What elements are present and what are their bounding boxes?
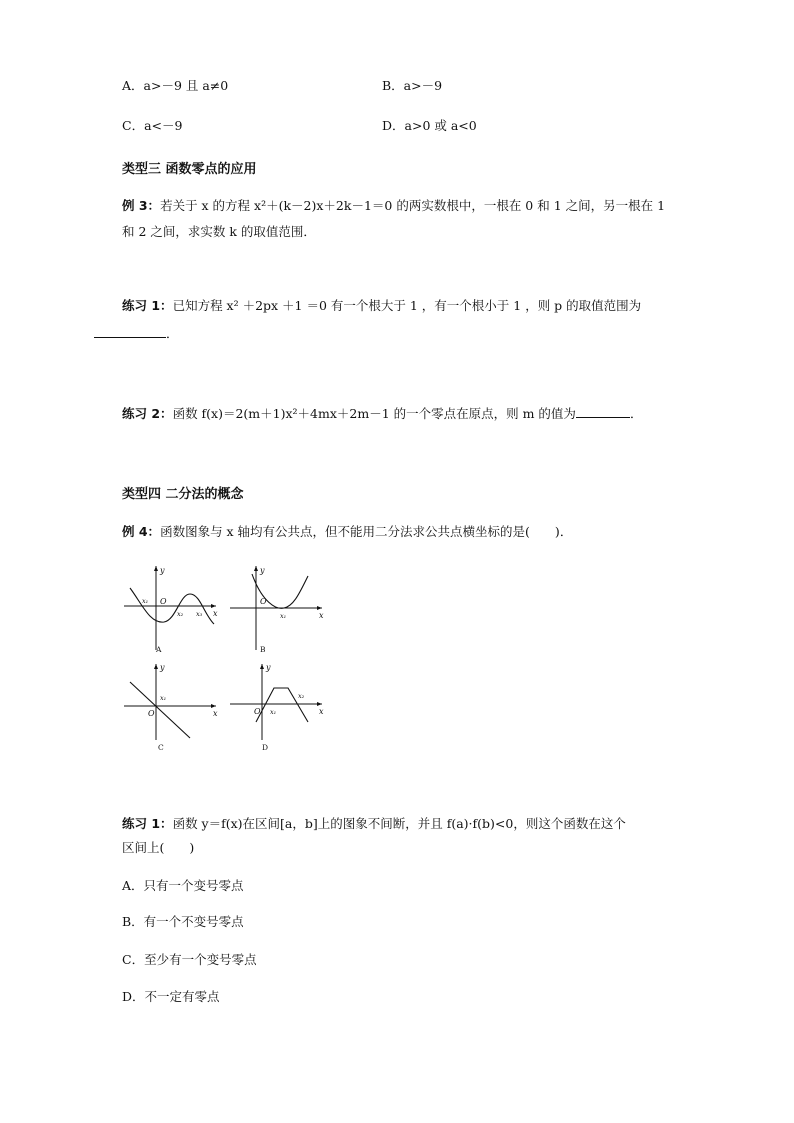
graph-a-x2: x₂ <box>177 610 184 618</box>
practice1-line1 <box>122 298 641 314</box>
option-a: A．a>－9 且 a≠0 <box>122 78 229 93</box>
example3-line1 <box>122 198 665 214</box>
s4-practice1-line2: 区间上( ) <box>122 840 195 855</box>
practice1-end: ． <box>166 326 179 341</box>
example4-text: 函数图象与 x 轴均有公共点，但不能用二分法求公共点横坐标的是( )． <box>160 524 573 539</box>
s4-option-d: D．不一定有零点 <box>122 989 220 1004</box>
graph-c-x1: x₁ <box>160 694 167 702</box>
graph-c <box>120 660 220 752</box>
graph-a-x3: x₃ <box>196 610 203 618</box>
answer-blank[interactable] <box>94 327 166 338</box>
example4-label: 例 4： <box>122 524 161 539</box>
practice1-label: 练习 1： <box>122 298 173 313</box>
s4-practice1-text1: 函数 y＝f(x)在区间[a，b]上的图象不间断，并且 f(a)·f(b)<0，则这个函数在这个 <box>172 816 626 831</box>
option-c: C．a<－9 <box>122 118 183 133</box>
example3-line2: 和 2 之间，求实数 k 的取值范围． <box>122 224 316 239</box>
graph-a-y: y <box>160 566 165 575</box>
section4-title: 类型四 二分法的概念 <box>122 487 244 502</box>
option-b: B．a>－9 <box>382 78 443 93</box>
graph-b <box>226 562 326 658</box>
graph-c-label: C <box>158 743 164 752</box>
graph-b-y: y <box>260 566 265 575</box>
graph-b-x1: x₁ <box>280 612 287 620</box>
graph-b-x: x <box>319 611 324 620</box>
example3-label: 例 3： <box>122 198 161 213</box>
section3-title: 类型三 函数零点的应用 <box>122 162 257 177</box>
s4-practice1-line1 <box>122 816 626 832</box>
graph-a-x: x <box>213 609 218 618</box>
graph-a-label: A <box>156 645 162 654</box>
graph-c-origin: O <box>148 709 155 718</box>
example3-text1: 若关于 x 的方程 x²＋(k－2)x＋2k－1＝0 的两实数根中，一根在 0 和 1 之间，另一根在 1 <box>160 198 666 213</box>
graph-d-y: y <box>266 663 271 672</box>
practice1-line2 <box>94 326 179 342</box>
s4-option-a: A．只有一个变号零点 <box>122 878 244 893</box>
graph-a-x1: x₁ <box>142 597 149 605</box>
graph-b-origin: O <box>260 597 267 606</box>
practice2-label: 练习 2： <box>122 406 173 421</box>
s4-practice1-label: 练习 1： <box>122 816 173 831</box>
s4-option-c: C．至少有一个变号零点 <box>122 952 257 967</box>
graph-b-label: B <box>260 645 266 654</box>
practice2-end: ． <box>629 406 643 421</box>
s4-option-b: B．有一个不变号零点 <box>122 914 244 929</box>
option-d: D．a>0 或 a<0 <box>382 118 477 133</box>
graph-c-x: x <box>213 709 218 718</box>
graph-d-x1: x₁ <box>270 708 277 716</box>
practice2-text: 函数 f(x)＝2(m＋1)x²＋4mx＋2m－1 的一个零点在原点，则 m 的值为 <box>172 406 576 421</box>
practice1-text1: 已知方程 x² ＋2px ＋1 ＝0 有一个根大于 1 ，有一个根小于 1 ，则 p 的取值范围为 <box>172 298 642 313</box>
graph-a-origin: O <box>160 597 167 606</box>
example4-line <box>122 524 572 540</box>
answer-blank[interactable] <box>576 407 630 418</box>
graph-d-x2: x₂ <box>298 692 305 700</box>
practice2-line <box>122 406 642 422</box>
graph-d-label: D <box>262 743 269 752</box>
graph-a <box>120 562 220 658</box>
graph-c-y: y <box>160 663 165 672</box>
graph-d-x: x <box>319 707 324 716</box>
graph-d <box>226 660 326 752</box>
graph-d-origin: O <box>254 707 261 716</box>
